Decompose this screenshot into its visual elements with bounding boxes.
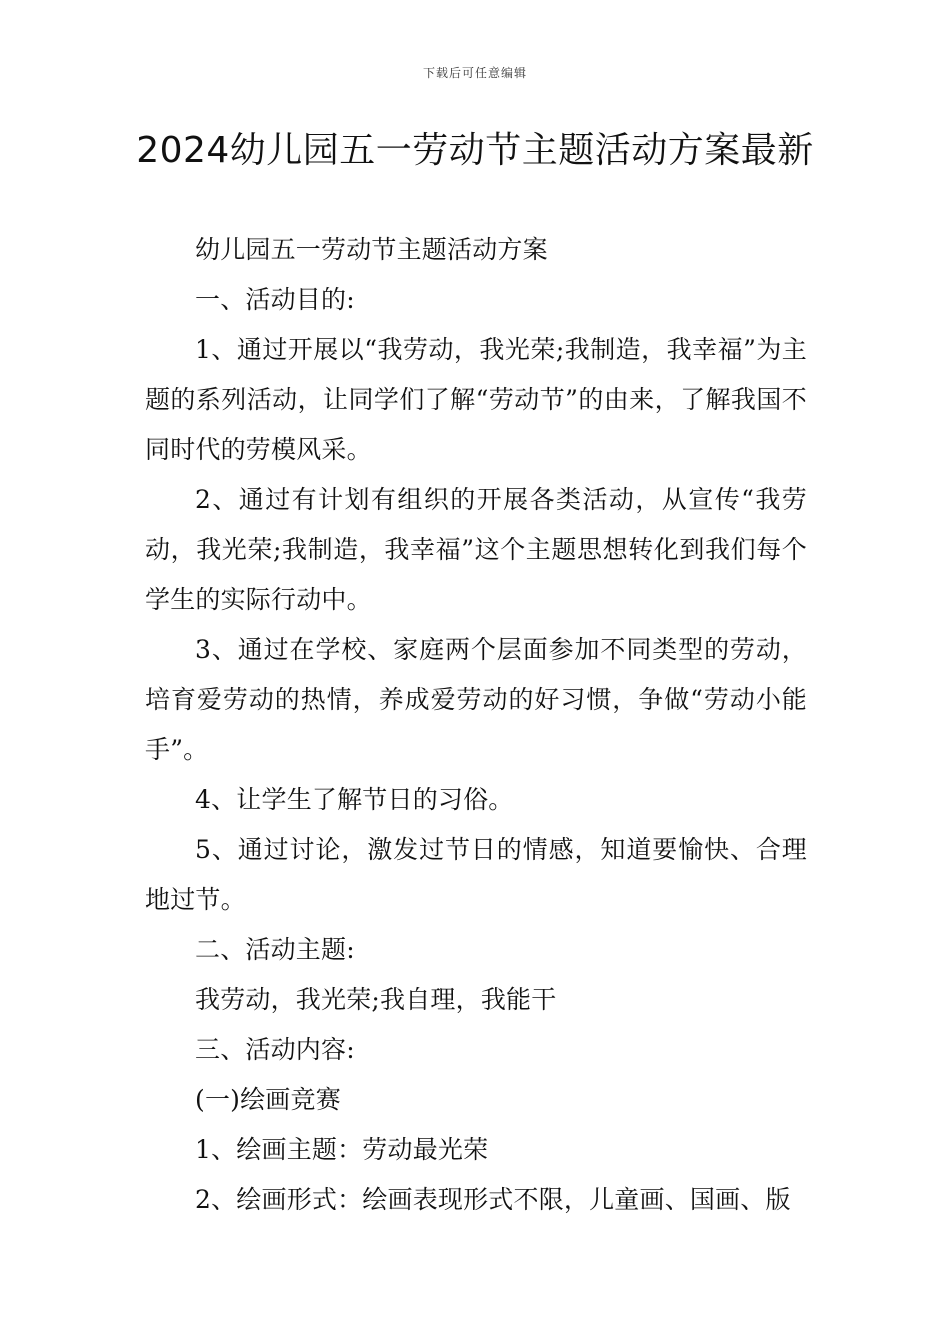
paragraph: 1、绘画主题：劳动最光荣: [195, 1135, 489, 1164]
paragraph: 2、绘画形式：绘画表现形式不限，儿童画、国画、版: [195, 1185, 791, 1214]
paragraph-section-heading: 三、活动内容:: [195, 1035, 355, 1064]
paragraph-section-heading: 二、活动主题:: [195, 935, 355, 964]
paragraph: 4、让学生了解节日的习俗。: [195, 785, 514, 814]
paragraph: 我劳动，我光荣;我自理，我能干: [195, 985, 557, 1014]
paragraph: 1、通过开展以“我劳动，我光荣;我制造，我幸福”为主题的系列活动，让同学们了解“劳动节”的由来，了解我国不同时代的劳模风采。: [145, 335, 807, 464]
paragraph-subtitle: 幼儿园五一劳动节主题活动方案: [195, 235, 548, 264]
paragraph-subheading: (一)绘画竞赛: [195, 1085, 341, 1114]
document-title: 2024幼儿园五一劳动节主题活动方案最新: [136, 130, 814, 171]
paragraph-section-heading: 一、活动目的:: [195, 285, 355, 314]
paragraph: 3、通过在学校、家庭两个层面参加不同类型的劳动，培育爱劳动的热情，养成爱劳动的好习惯，争做“劳动小能手”。: [145, 635, 807, 764]
document-body: [145, 225, 807, 1225]
header-note: 下载后可任意编辑: [422, 66, 527, 80]
paragraph: 5、通过讨论，激发过节日的情感，知道要愉快、合理地过节。: [145, 835, 807, 914]
paragraph: 2、通过有计划有组织的开展各类活动，从宣传“我劳动，我光荣;我制造，我幸福”这个主题思想转化到我们每个学生的实际行动中。: [145, 485, 807, 614]
